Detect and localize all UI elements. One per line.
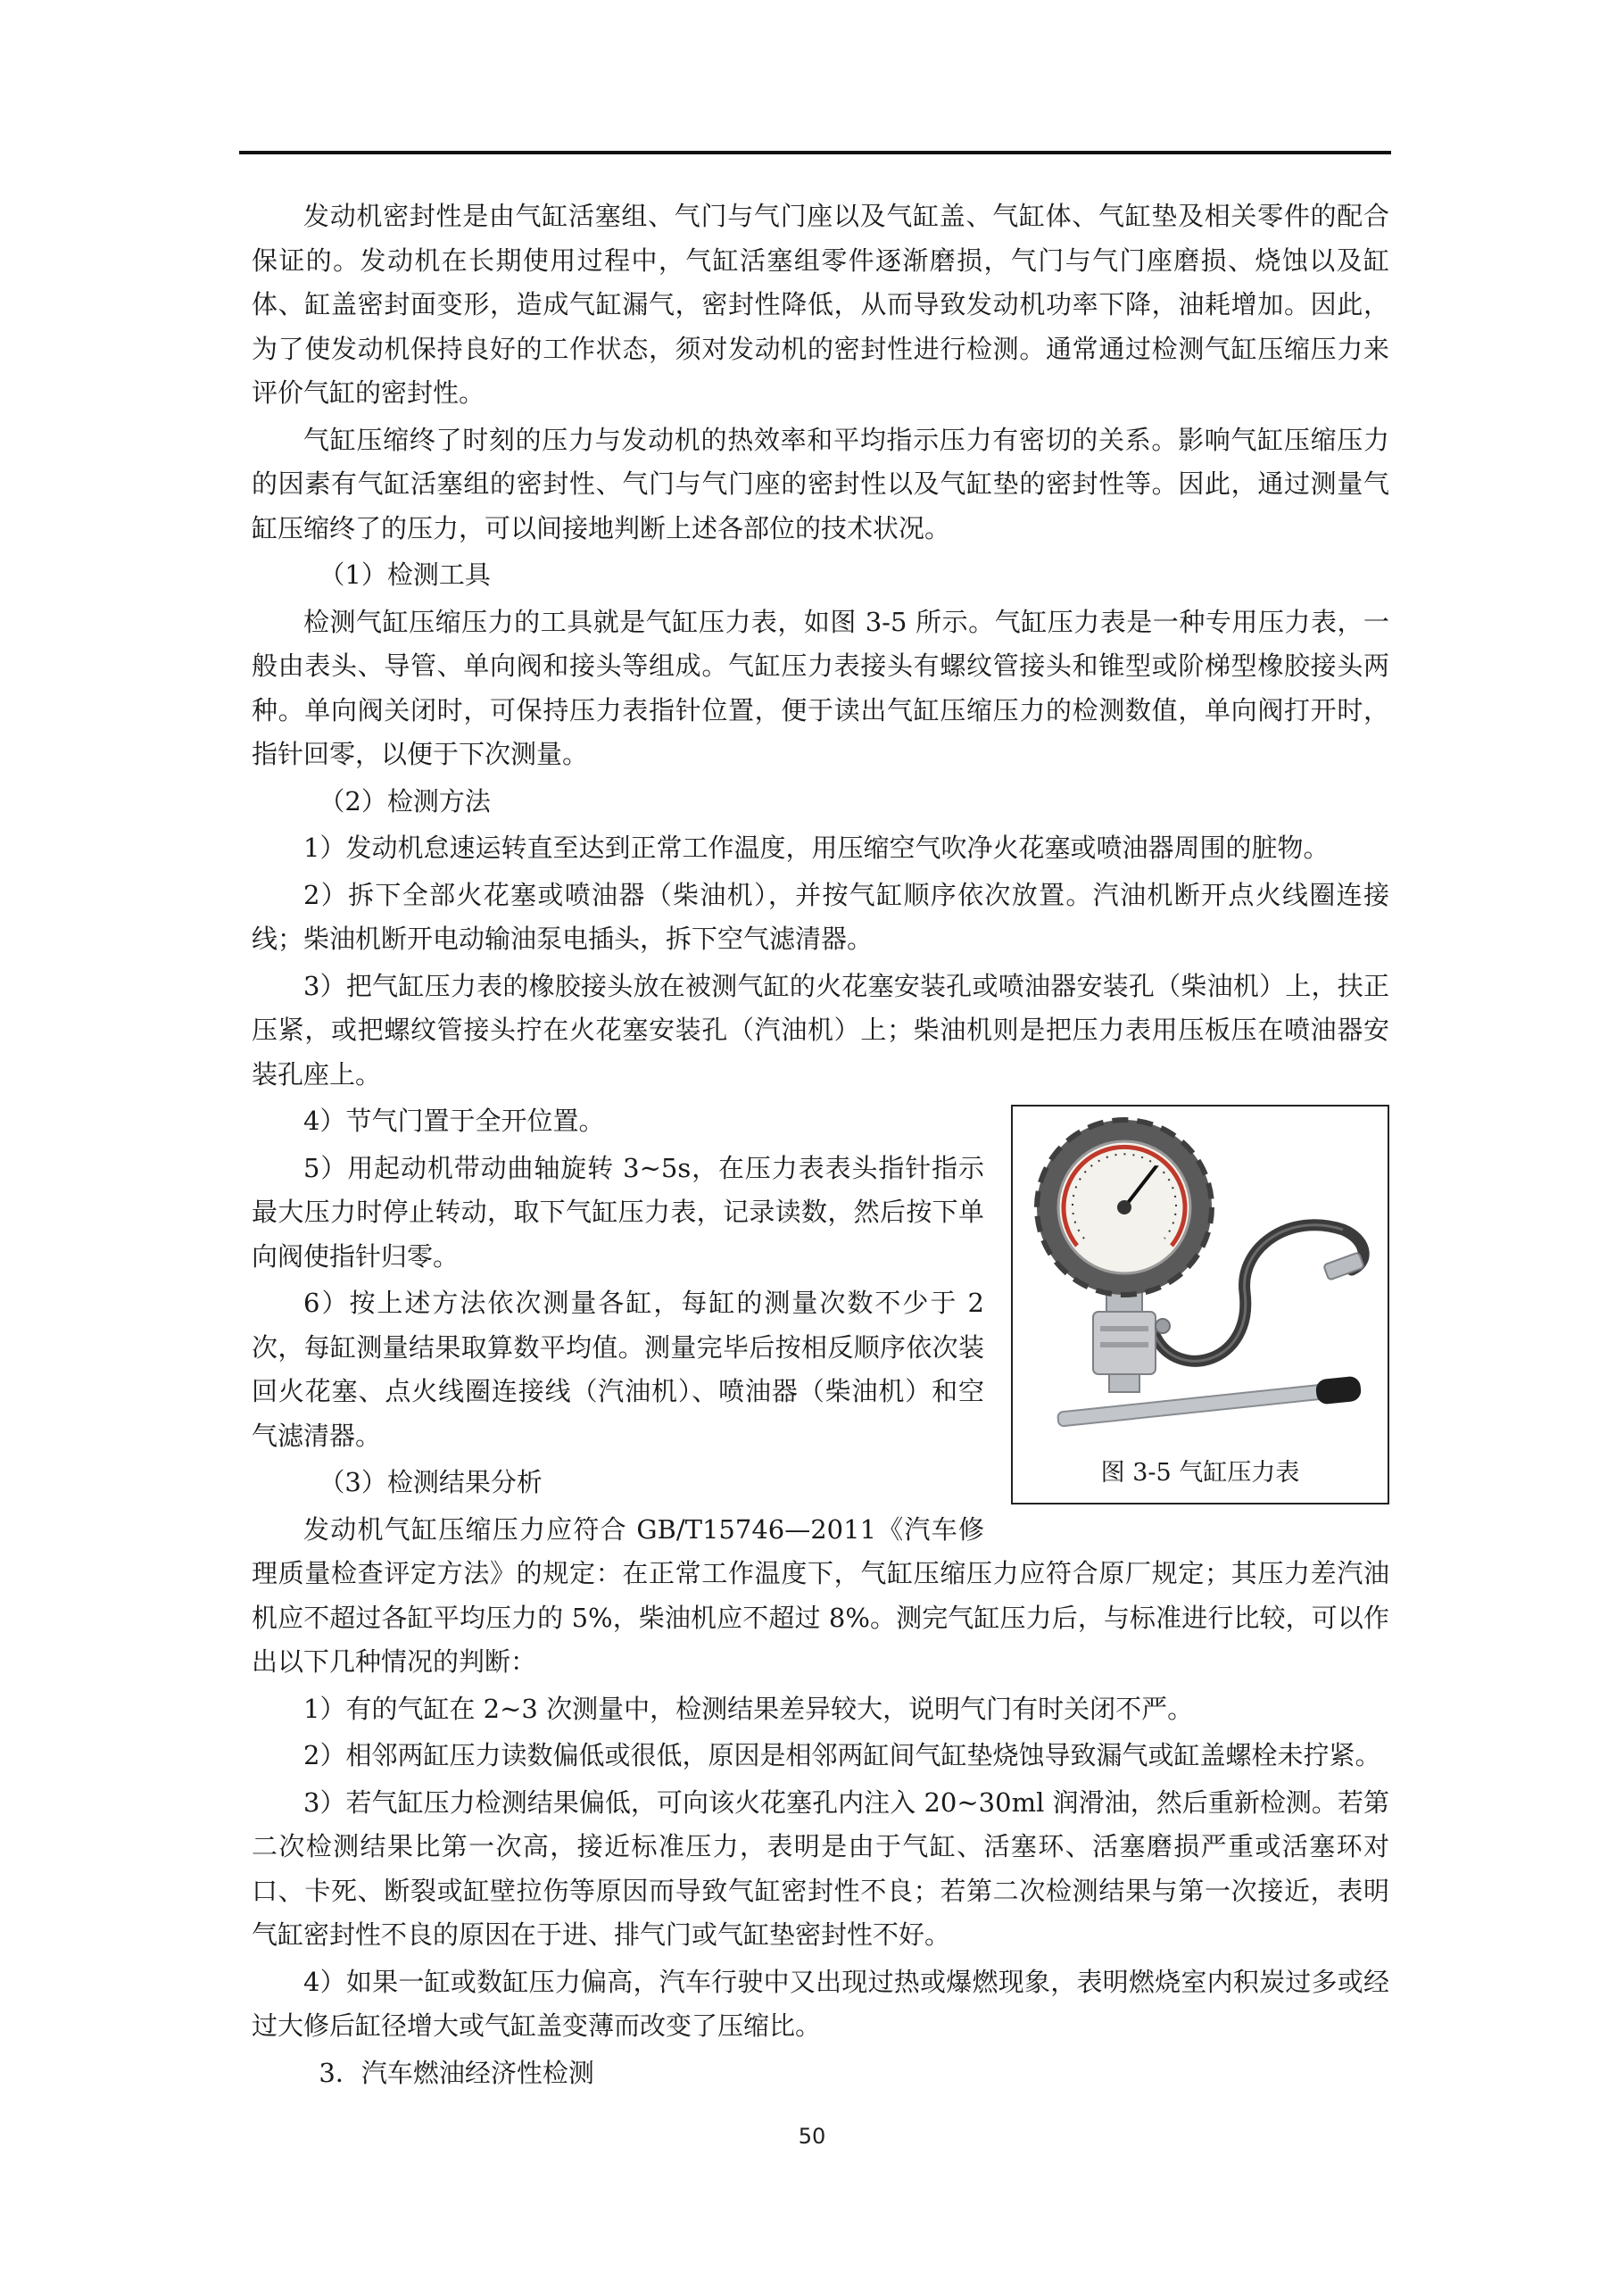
analysis-item-3: 3）若气缸压力检测结果偏低，可向该火花塞孔内注入 20~30ml 润滑油，然后重新检测。若第二次检测结果比第一次高，接近标准压力，表明是由于气缸、活塞环、活塞磨损严重或活塞环对口、卡死、断裂或缸壁拉伤等原因而导致气缸密封性不良；若第二次检测结果与第一次接近，表明气缸密封性不良的原因在于进、排气门或气缸垫密封性不好。 bbox=[252, 1786, 1389, 1950]
method-step-3: 3）把气缸压力表的橡胶接头放在被测气缸的火花塞安装孔或喷油器安装孔（柴油机）上，扶正压紧，或把螺纹管接头拧在火花塞安装孔（汽油机）上；柴油机则是把压力表用压板压在喷油器安装孔座上。 bbox=[252, 970, 1389, 1090]
tools-heading: （1）检测工具 bbox=[319, 559, 491, 590]
analysis-item-4: 4）如果一缸或数缸压力偏高，汽车行驶中又出现过热或爆燃现象，表明燃烧室内积炭过多或经过大修后缸径增大或气缸盖变薄而改变了压缩比。 bbox=[252, 1966, 1389, 2041]
gauge-hub bbox=[1117, 1200, 1131, 1214]
release-button-shape bbox=[1156, 1319, 1170, 1333]
check-valve-groove-2 bbox=[1100, 1342, 1148, 1347]
header-rule bbox=[239, 151, 1391, 154]
figure-pressure-gauge bbox=[1011, 1105, 1389, 1504]
section-3-heading: 3．汽车燃油经济性检测 bbox=[319, 2057, 594, 2088]
analysis-heading: （3）检测结果分析 bbox=[319, 1467, 543, 1497]
method-step-1: 1）发动机怠速运转直至达到正常工作温度，用压缩空气吹净火花塞或喷油器周围的脏物。 bbox=[303, 833, 1330, 863]
analysis-item-2: 2）相邻两缸压力读数偏低或很低，原因是相邻两缸间气缸垫烧蚀导致漏气或缸盖螺栓未拧紧。 bbox=[303, 1740, 1381, 1770]
valve-outlet-shape bbox=[1109, 1374, 1139, 1392]
method-step-2: 2）拆下全部火花塞或喷油器（柴油机），并按气缸顺序依次放置。汽油机断开点火线圈连接线；柴油机断开电动输油泵电插头，拆下空气滤清器。 bbox=[252, 879, 1389, 954]
method-step-5: 5）用起动机带动曲轴旋转 3~5s，在压力表表头指针指示最大压力时停止转动，取下气缸压力表，记录读数，然后按下单向阀使指针归零。 bbox=[252, 1152, 984, 1272]
extension-tube-shape bbox=[1057, 1382, 1343, 1426]
intro-paragraph-1: 发动机密封性是由气缸活塞组、气门与气门座以及气缸盖、气缸体、气缸垫及相关零件的配合保证的。发动机在长期使用过程中，气缸活塞组零件逐渐磨损，气门与气门座磨损、烧蚀以及缸体、缸盖密封面变形，造成气缸漏气，密封性降低，从而导致发动机功率下降，油耗增加。因此，为了使发动机保持良好的工作状态，须对发动机的密封性进行检测。通常通过检测气缸压缩压力来评价气缸的密封性。 bbox=[252, 201, 1389, 408]
analysis-item-1: 1）有的气缸在 2~3 次测量中，检测结果差异较大，说明气门有时关闭不严。 bbox=[303, 1693, 1194, 1724]
method-heading: （2）检测方法 bbox=[319, 785, 491, 816]
cylinder-pressure-gauge-illustration bbox=[1022, 1114, 1379, 1444]
page-number: 50 bbox=[798, 2124, 826, 2149]
intro-paragraph-2: 气缸压缩终了时刻的压力与发动机的热效率和平均指示压力有密切的关系。影响气缸压缩压力的因素有气缸活塞组的密封性、气门与气门座的密封性以及气缸垫的密封性等。因此，通过测量气缸压缩终了的压力，可以间接地判断上述各部位的技术状况。 bbox=[252, 424, 1389, 543]
page-body bbox=[252, 195, 1389, 2098]
check-valve-groove-1 bbox=[1100, 1326, 1148, 1331]
analysis-intro: 发动机气缸压缩压力应符合 GB/T15746—2011《汽车修理质量检查评定方法》的规定：在正常工作温度下，气缸压缩压力应符合原厂规定；其压力差汽油机应不超过各缸平均压力的 5%，柴油机应不超过 8%。测完气缸压力后，与标准进行比较，可以作出以下几种情况的判断： bbox=[252, 1513, 1389, 1677]
method-step-4: 4）节气门置于全开位置。 bbox=[303, 1106, 605, 1136]
rubber-tip-shape bbox=[1315, 1375, 1363, 1405]
tools-paragraph: 检测气缸压缩压力的工具就是气缸压力表，如图 3-5 所示。气缸压力表是一种专用压力表，一般由表头、导管、单向阀和接头等组成。气缸压力表接头有螺纹管接头和锥型或阶梯型橡胶接头两种。单向阀关闭时，可保持压力表指针位置，便于读出气缸压缩压力的检测数值，单向阀打开时，指针回零，以便于下次测量。 bbox=[252, 606, 1389, 769]
figure-caption: 图 3-5 气缸压力表 bbox=[1100, 1459, 1300, 1487]
method-step-6: 6）按上述方法依次测量各缸，每缸的测量次数不少于 2 次，每缸测量结果取算数平均值。测量完毕后按相反顺序依次装回火花塞、点火线圈连接线（汽油机）、喷油器（柴油机）和空气滤清器。 bbox=[252, 1288, 984, 1451]
hose-fitting-shape bbox=[1323, 1252, 1364, 1280]
